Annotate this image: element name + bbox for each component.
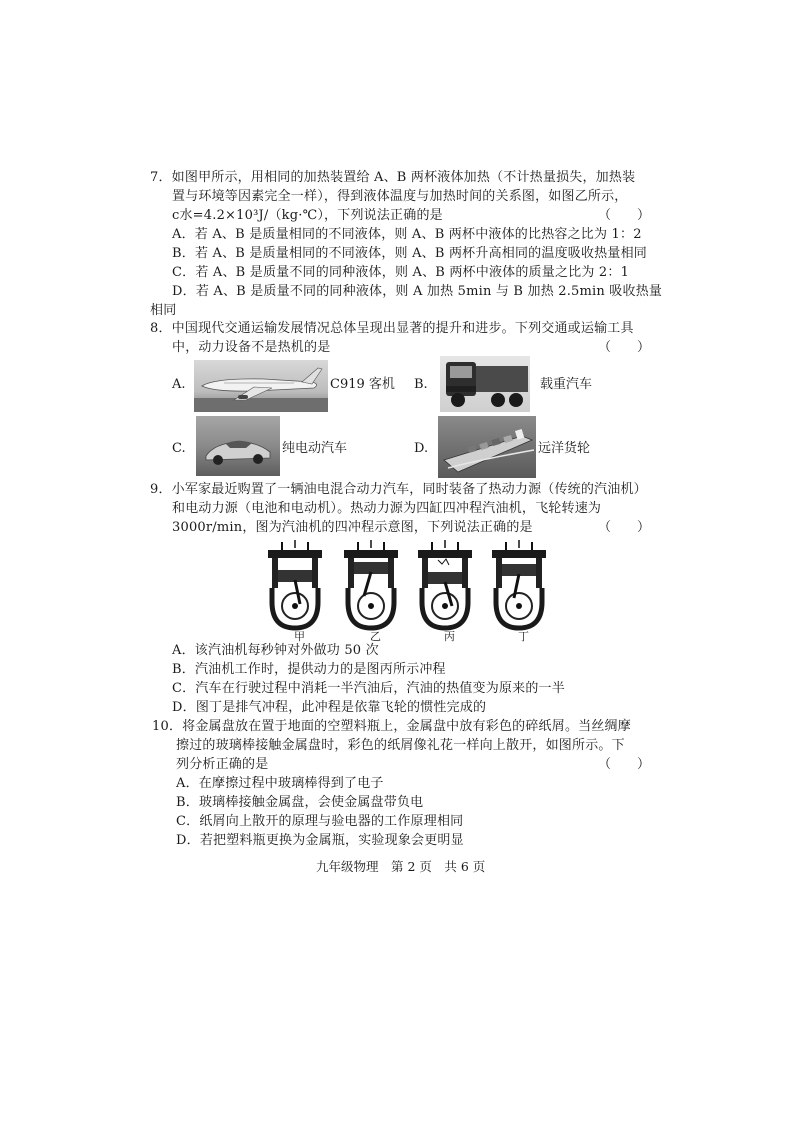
q8-line-2: 中，动力设备不是热机的是 xyxy=(172,340,331,355)
q9-line-2: 和电动力源（电池和电动机）。热动力源为四缸四冲程汽油机，飞轮转速为 xyxy=(172,501,602,516)
q7-line-1: 7．如图甲所示，用相同的加热装置给 A、B 两杯液体加热（不计热量损失，加热装 xyxy=(150,170,636,185)
q9-option-b: B．汽油机工作时，提供动力的是图丙所示冲程 xyxy=(172,662,446,677)
q7-option-c: C．若 A、B 是质量不同的同种液体，则 A、B 两杯中液体的质量之比为 2：1 xyxy=(172,265,630,280)
airplane-photo xyxy=(194,360,328,412)
q7-option-d: D．若 A、B 是质量不同的同种液体，则 A 加热 5min 与 B 加热 2.5min 吸收热量 xyxy=(172,284,663,299)
cargo-ship-photo xyxy=(438,416,536,478)
q8-option-d-caption: 远洋货轮 xyxy=(538,441,591,456)
q10-option-b: B．玻璃棒接触金属盘，会使金属盘带负电 xyxy=(176,795,424,810)
q10-option-d: D．若把塑料瓶更换为金属瓶，实验现象会更明显 xyxy=(176,833,464,848)
q10-answer-paren: （ ） xyxy=(598,757,651,772)
q10-line-3: 列分析正确的是 xyxy=(176,757,269,772)
q8-option-c-caption: 纯电动汽车 xyxy=(282,441,348,456)
q9-line-1: 9．小军家最近购置了一辆油电混合动力汽车，同时装备了热动力源（传统的汽油机） xyxy=(150,482,647,497)
q7-answer-paren: （ ） xyxy=(598,208,651,223)
q8-option-d-label: D. xyxy=(414,441,429,456)
page-footer: 九年级物理 第 2 页 共 6 页 xyxy=(316,859,486,874)
q9-answer-paren: （ ） xyxy=(598,520,651,535)
q7-line-3: c水=4.2×10³J/（kg·℃），下列说法正确的是 xyxy=(172,208,443,223)
q8-line-1: 8．中国现代交通运输发展情况总体呈现出显著的提升和进步。下列交通或运输工具 xyxy=(150,321,634,336)
truck-photo xyxy=(440,356,530,412)
engine-label-yi: 乙 xyxy=(370,630,381,643)
q7-option-b: B．若 A、B 是质量相同的不同液体，则 A、B 两杯升高相同的温度吸收热量相同 xyxy=(172,246,647,261)
q10-option-a: A．在摩擦过程中玻璃棒得到了电子 xyxy=(176,776,384,791)
q7-option-a: A．若 A、B 是质量相同的不同液体，则 A、B 两杯中液体的比热容之比为 1：2 xyxy=(172,227,642,242)
q10-option-c: C．纸屑向上散开的原理与验电器的工作原理相同 xyxy=(176,814,464,829)
q9-option-c: C．汽车在行驶过程中消耗一半汽油后，汽油的热值变为原来的一半 xyxy=(172,681,565,696)
engine-label-jia: 甲 xyxy=(294,630,305,643)
q8-answer-paren: （ ） xyxy=(598,340,651,355)
q10-line-1: 10．将金属盘放在置于地面的空塑料瓶上，金属盘中放有彩色的碎纸屑。当丝绸摩 xyxy=(152,719,631,734)
q9-line-3: 3000r/min，图为汽油机的四冲程示意图，下列说法正确的是 xyxy=(172,520,533,535)
q8-option-a-label: A. xyxy=(172,377,186,392)
electric-car-photo xyxy=(196,416,280,476)
q9-option-a: A．该汽油机每秒钟对外做功 50 次 xyxy=(172,643,379,658)
q7-option-d-cont: 相同 xyxy=(150,303,177,318)
q10-line-2: 擦过的玻璃棒接触金属盘时，彩色的纸屑像礼花一样向上散开，如图所示。下 xyxy=(176,738,625,753)
q8-option-b-label: B. xyxy=(414,377,428,392)
q8-option-b-caption: 载重汽车 xyxy=(540,377,593,392)
engine-label-bing: 丙 xyxy=(444,630,455,643)
four-stroke-diagram xyxy=(262,540,552,632)
engine-label-ding: 丁 xyxy=(518,630,529,643)
q8-option-a-caption: C919 客机 xyxy=(330,377,395,392)
q7-line-2: 置与环境等因素完全一样），得到液体温度与加热时间的关系图，如图乙所示， xyxy=(172,189,628,204)
q8-option-c-label: C. xyxy=(172,441,186,456)
q9-option-d: D．图丁是排气冲程，此冲程是依靠飞轮的惯性完成的 xyxy=(172,700,487,715)
